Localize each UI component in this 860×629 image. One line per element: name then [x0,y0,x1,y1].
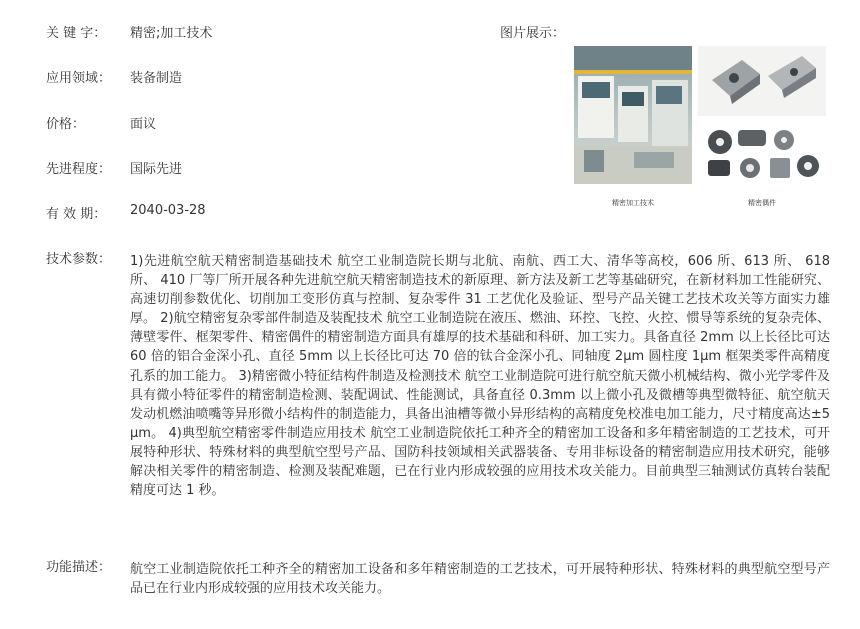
function-desc-text: 航空工业制造院依托工种齐全的精密加工设备和多年精密制造的工艺技术，可开展特种形状、特殊材料的典型航空型号产品已在行业内形成较强的应用技术攻关能力。 [130,562,830,597]
workshop-photo [574,46,692,184]
level-value: 国际先进 [130,162,183,177]
price-label: 价格： [46,117,86,132]
workshop-image [574,46,692,184]
parts-photo-2 [698,122,826,184]
gallery-label: 图片展示： [500,26,566,41]
product-photos [574,46,826,212]
application-label: 应用领域： [46,71,112,86]
level-label: 先进程度： [46,162,112,177]
caption-precision-couplings: 精密偶件 [748,199,776,207]
application-value: 装备制造 [130,71,183,86]
parts-image-1 [698,46,826,116]
function-desc-label: 功能描述： [46,560,112,575]
validity-label: 有 效 期： [46,207,107,222]
keywords-value: 精密;加工技术 [130,26,213,41]
parts-image-2 [698,122,826,184]
caption-precision-machining: 精密加工技术 [612,199,654,207]
tech-params-text: 1)先进航空航天精密制造基础技术 航空工业制造院长期与北航、南航、西工大、清华等高校，606 所、613 所、 618 所、 410 厂等厂所开展各种先进航空航天精密制造技术的新原理、新方法及新工艺等基础研究，在新材料加工性能研究、高速切削参数优化、切削加工变形仿真与控制、复杂零件 31 工艺优化及验证、型号产品关键工艺技术攻关等方面实力雄厚。 2)航空精密复杂零部件制造及装配技术 航空工业制造院在液压、燃油、环控、飞控、火控、惯导等系统的复杂壳体、薄壁零件、框架零件、精密偶件的精密制造方面具有雄厚的技术基础和科研、加工实力。具备直径 2mm 以上长径比可达 60 倍的铝合金深小孔、直径 5mm 以上长径比可达 70 倍的钛合金深小孔、同轴度 2μm 圆柱度 1μm 框架类零件高精度孔系的加工能力。 3)精密微小特征结构件制造及检测技术 航空工业制造院可进行航空航天微小机械结构、微小光学零件及具有微小特征零件的精密制造检测、装配调试、性能测试，具备直径 0.3mm 以上微小孔及微槽等典型微特征、航空航天发动机燃油喷嘴等异形微小结构件的制造能力，具备出油槽等微小异形结构的高精度免校准电加工能力，尺寸精度高达±5μm。 4)典型航空精密零件制造应用技术 航空工业制造院依托工种齐全的精密加工设备和多年精密制造的工艺技术，可开展特种形状、特殊材料的典型航空型号产品、国防科技领域相关武器装备、专用非标设备的精密制造应用技术研究，能够解决相关零件的精密制造、检测及装配难题，已在行业内形成较强的应用技术攻关能力。目前典型三轴测试仿真转台装配精度可达 1 秒。 [130,254,830,499]
price-value: 面议 [130,117,157,132]
parts-photo-1 [698,46,826,116]
keywords-label: 关 键 字： [46,26,107,41]
tech-params-label: 技术参数： [46,252,112,267]
validity-value: 2040-03-28 [130,203,206,218]
